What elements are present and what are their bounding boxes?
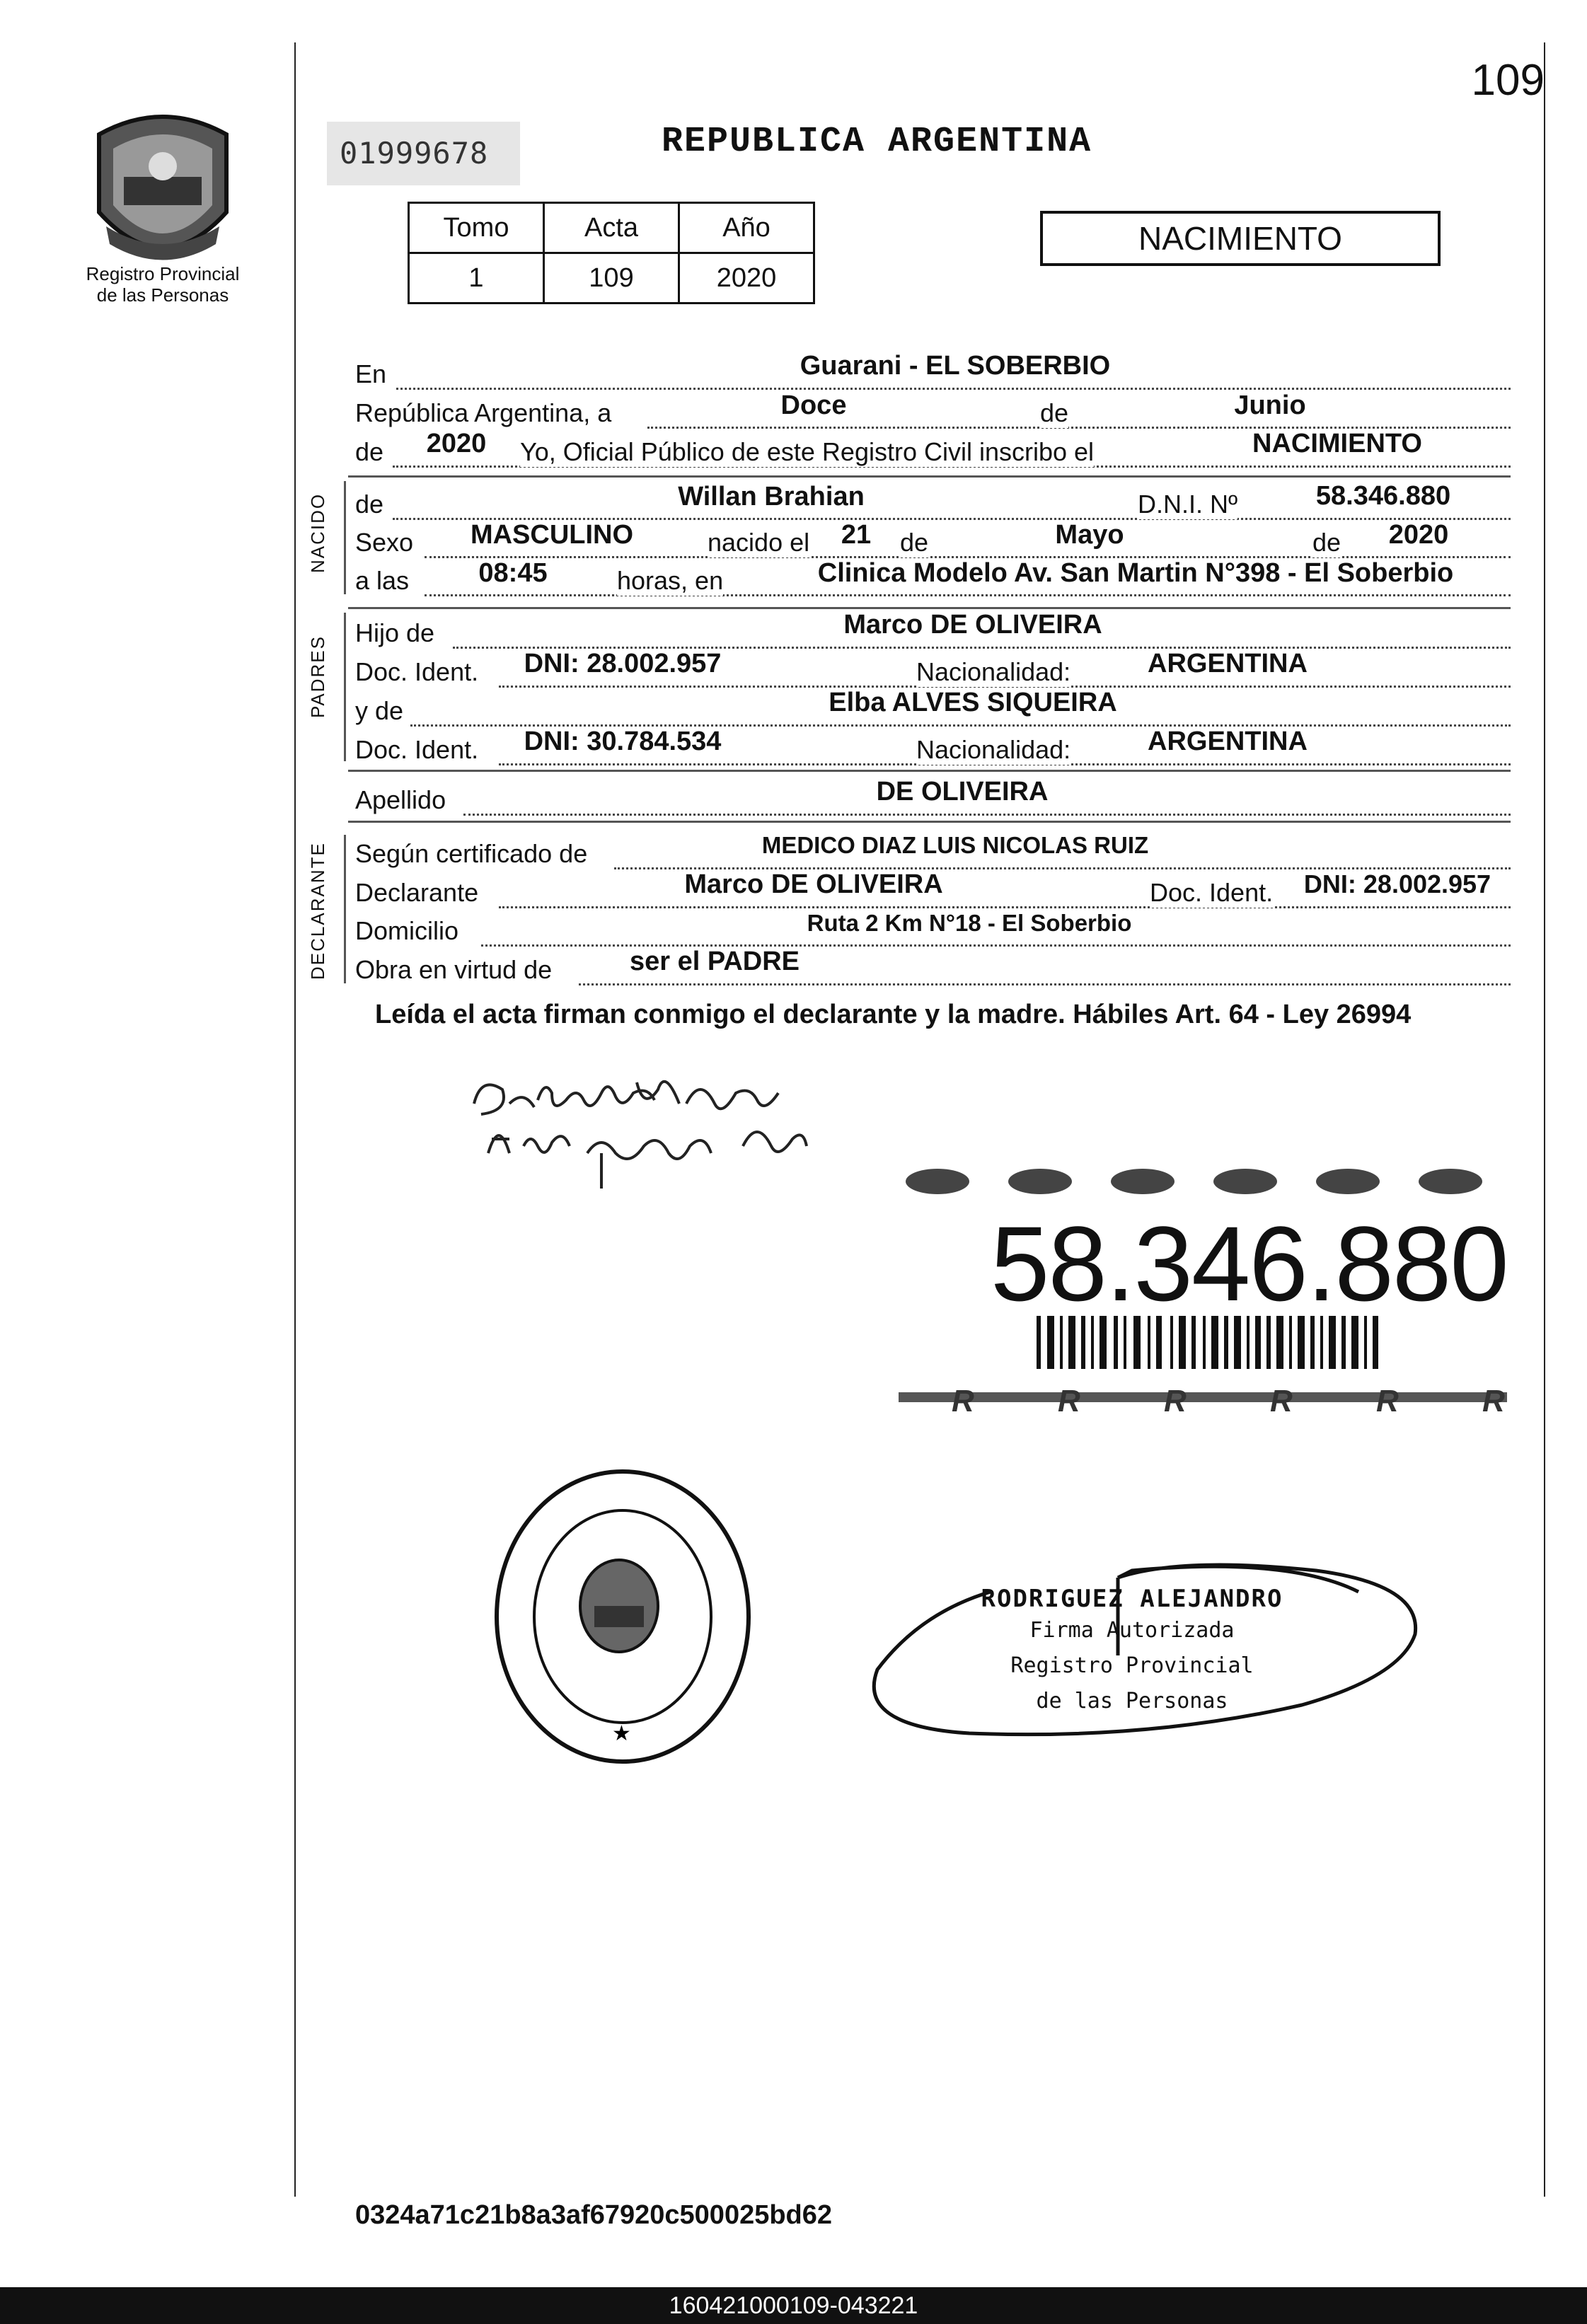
value-anio: 2020 [679,253,814,303]
hijo-label: Hijo de [355,618,435,647]
mother-nac-label: Nacionalidad: [916,735,1071,764]
hora-label: a las [355,566,410,595]
record-table [408,202,815,304]
registry-stamp [488,1464,757,1769]
horas-label: horas, en [617,566,724,595]
svg-text:R: R [1376,1384,1399,1418]
declarante-doc-label: Doc. Ident. [1150,878,1274,907]
header-acta: Acta [544,203,679,253]
dotted-line [579,983,1511,985]
section-divider [348,475,1511,478]
svg-text:R: R [1482,1384,1505,1418]
nacido-de-label-3: de [1312,528,1341,557]
serial-number: 01999678 [327,122,520,185]
section-divider [348,607,1511,609]
child-dni: 58.346.880 [1315,481,1451,511]
sexo-value: MASCULINO [470,520,634,550]
apellido-value: DE OLIVEIRA [876,777,1049,807]
domicilio-value: Ruta 2 Km N°18 - El Soberbio [807,910,1132,936]
republica-label: República Argentina, a [355,398,612,427]
declarante-value: Marco DE OLIVEIRA [684,869,943,899]
en-label: En [355,359,387,388]
left-margin-line [294,42,296,2197]
provincial-seal-logo [85,106,241,276]
dotted-line [463,814,1511,816]
authority-line3: de las Personas [1036,1689,1228,1713]
nacido-de-label-2: de [900,528,929,557]
month-value: Junio [1234,391,1306,420]
declarante-label: Declarante [355,878,479,907]
section-bar [344,613,346,761]
apellido-label: Apellido [355,785,446,814]
father-doc-label: Doc. Ident. [355,657,479,686]
birth-place: Clinica Modelo Av. San Martin N°398 - El Soberbio [817,558,1454,588]
right-margin-line [1544,42,1545,2197]
mother-nationality: ARGENTINA [1148,727,1308,756]
svg-text:R: R [952,1384,974,1418]
svg-text:R: R [1270,1384,1293,1418]
footer-code: 160421000109-043221 [0,2287,1587,2324]
en-value: Guarani - EL SOBERBIO [800,351,1111,381]
year-value: 2020 [426,429,487,458]
nacido-side-label: NACIDO [307,492,328,573]
value-acta: 109 [544,253,679,303]
authority-line1: Firma Autorizada [1029,1618,1235,1643]
dni-label: D.N.I. Nº [1138,490,1238,519]
obra-value: ser el PADRE [629,947,800,976]
dotted-line [396,388,1511,390]
mother-name: Elba ALVES SIQUEIRA [829,688,1117,717]
mother-doc-label: Doc. Ident. [355,735,479,764]
dotted-line [499,906,1511,908]
father-name: Marco DE OLIVEIRA [843,610,1102,640]
document-hash: 0324a71c21b8a3af67920c500025bd62 [355,2200,833,2230]
declarante-doc: DNI: 28.002.957 [1303,869,1491,898]
child-name: Willan Brahian [678,482,865,511]
section-bar [344,481,346,594]
domicilio-label: Domicilio [355,916,459,945]
section-divider [348,821,1511,823]
padres-side-label: PADRES [307,635,328,718]
sexo-label: Sexo [355,528,414,557]
oficial-text: Yo, Oficial Público de este Registro Civil inscribo el [520,437,1095,466]
authority-line2: Registro Provincial [1010,1653,1254,1678]
dotted-line [425,594,1511,596]
oficial-value: NACIMIENTO [1252,429,1422,458]
dni-sticker-number: 58.346.880 [991,1204,1508,1323]
declarante-side-label: DECLARANTE [307,842,328,980]
document-title: REPUBLICA ARGENTINA [662,122,1092,162]
de-label-2: de [355,437,384,466]
mother-doc: DNI: 30.784.534 [524,727,722,756]
header-anio: Año [679,203,814,253]
nacido-de-label: de [355,490,384,519]
birth-day: 21 [841,520,872,550]
closing-note: Leída el acta firman conmigo el declarante y la madre. Hábiles Art. 64 - Ley 26994 [375,1000,1412,1029]
birth-month: Mayo [1055,520,1124,550]
value-tomo: 1 [409,253,544,303]
cert-value: MEDICO DIAZ LUIS NICOLAS RUIZ [761,832,1149,858]
de-label: de [1040,398,1069,427]
svg-text:R: R [1164,1384,1187,1418]
svg-text:★: ★ [612,1721,631,1746]
record-type-box: NACIMIENTO [1040,211,1441,266]
svg-text:R: R [1058,1384,1080,1418]
cert-label: Según certificado de [355,839,588,868]
father-doc: DNI: 28.002.957 [524,649,722,678]
page-number: 109 [1471,56,1545,105]
birth-year: 2020 [1388,520,1449,550]
father-nac-label: Nacionalidad: [916,657,1071,686]
day-value: Doce [780,391,847,420]
obra-label: Obra en virtud de [355,955,553,984]
father-nationality: ARGENTINA [1148,649,1308,678]
yde-label: y de [355,696,404,725]
header-tomo: Tomo [409,203,544,253]
declarant-signatures [460,1061,899,1196]
authority-name: RODRIGUEZ ALEJANDRO [981,1585,1283,1613]
birth-hour: 08:45 [478,558,548,588]
nacido-el-label: nacido el [708,528,810,557]
issuer-caption: Registro Provincial de las Personas [86,263,240,306]
authority-block [934,1585,1330,1719]
section-bar [344,835,346,983]
section-divider [348,770,1511,772]
